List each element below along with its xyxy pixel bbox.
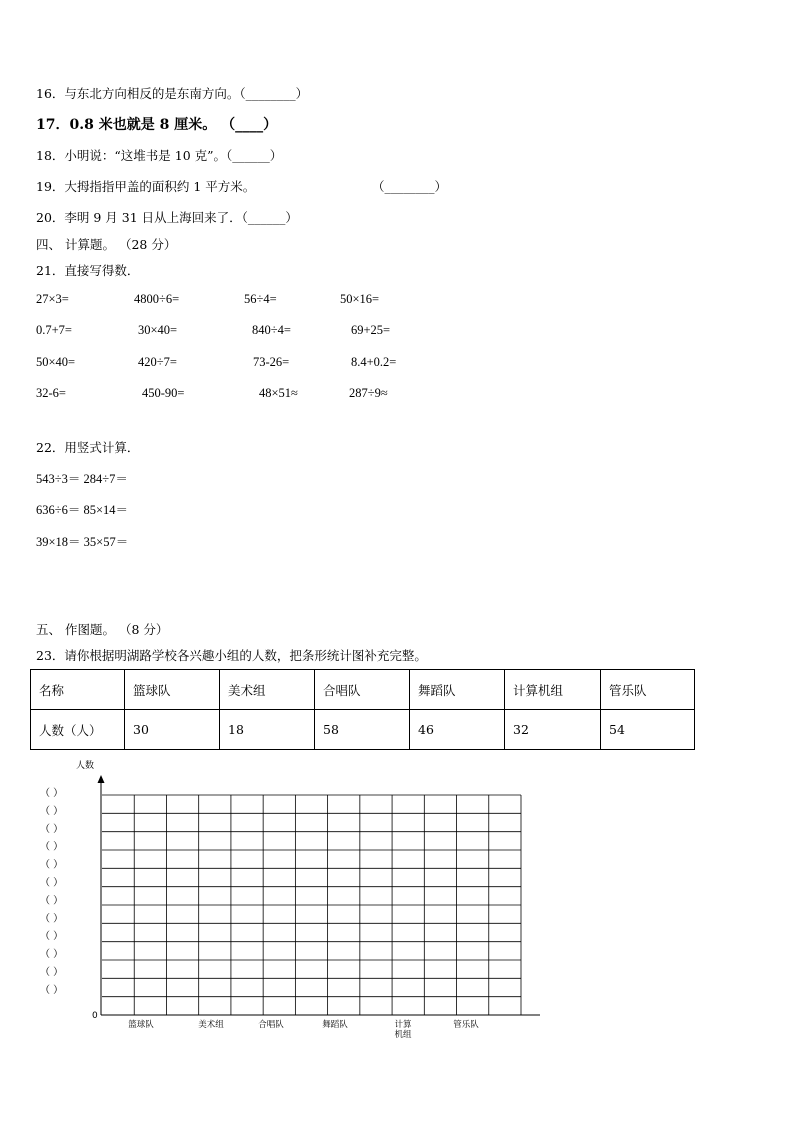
calc-item: 30×40=: [138, 323, 178, 337]
x-tick-label: 美术组: [198, 1020, 224, 1030]
question-18: 18．小明说：“这堆书是 10 克”。（______）: [36, 148, 283, 163]
y-tick-label: （ ）: [40, 913, 64, 925]
calc-item: 840÷4=: [252, 323, 291, 337]
calc-item: 56÷4=: [244, 292, 277, 306]
calc-item: 8.4+0.2=: [351, 355, 397, 369]
table-cell: 人数（人）: [31, 710, 125, 750]
calc-item: 27×3=: [36, 292, 69, 306]
calc-item: 69+25=: [351, 323, 391, 337]
question-17: 17．0.8 米也就是 8 厘米。 （____）: [36, 117, 278, 133]
calc-item: 50×16=: [340, 292, 380, 306]
x-tick-label: 舞蹈队: [322, 1020, 348, 1030]
table-cell: 舞蹈队: [410, 670, 505, 710]
x-tick-label: 管乐队: [453, 1020, 479, 1030]
y-tick-label: （ ）: [40, 967, 64, 978]
calc-item: 50×40=: [36, 355, 76, 369]
y-axis-origin-label: 0: [92, 1011, 98, 1021]
section-5-heading: 五、 作图题。 （8 分）: [36, 622, 169, 637]
question-19: 19．大拇指指甲盖的面积约 1 平方米。: [36, 179, 256, 194]
question-23-title: 23．请你根据明湖路学校各兴趣小组的人数，把条形统计图补充完整。: [36, 648, 427, 663]
table-cell: 名称: [31, 670, 125, 710]
question-19-blank: （________）: [372, 179, 448, 194]
section-4-heading: 四、 计算题。 （28 分）: [36, 237, 177, 252]
table-cell: 篮球队: [125, 670, 220, 710]
calc-item: 0.7+7=: [36, 323, 72, 337]
y-tick-label: （ ）: [40, 877, 64, 889]
table-cell: 30: [125, 710, 220, 750]
table-cell: 计算机组: [505, 670, 601, 710]
y-tick-label: （ ）: [40, 841, 64, 853]
table-cell: 46: [410, 710, 505, 750]
y-tick-label: （ ）: [40, 931, 64, 943]
calc-item: 450-90=: [142, 386, 185, 400]
table-cell: 54: [601, 710, 695, 750]
vertical-calc-row: 543÷3＝ 284÷7＝: [36, 472, 128, 486]
table-cell: 18: [220, 710, 315, 750]
y-tick-label: （ ）: [40, 984, 64, 996]
calc-item: 287÷9≈: [349, 386, 388, 400]
y-tick-label: （ ）: [40, 788, 64, 799]
calc-item: 48×51≈: [259, 386, 298, 400]
y-tick-label: （ ）: [40, 895, 64, 907]
table-cell: 管乐队: [601, 670, 695, 710]
question-22-title: 22．用竖式计算．: [36, 440, 140, 455]
table-cell: 合唱队: [315, 670, 410, 710]
x-tick-label: 计算: [394, 1020, 412, 1030]
interest-group-table: [30, 669, 695, 750]
table-header-row: [31, 670, 695, 710]
y-tick-label: （ ）: [40, 805, 64, 817]
table-cell: 58: [315, 710, 410, 750]
vertical-calc-row: 636÷6＝ 85×14＝: [36, 503, 129, 517]
calc-item: 420÷7=: [138, 355, 177, 369]
table-cell: 美术组: [220, 670, 315, 710]
question-16: 16．与东北方向相反的是东南方向。（________）: [36, 86, 309, 101]
x-tick-label: 合唱队: [258, 1020, 284, 1030]
calc-item: 4800÷6=: [134, 292, 180, 306]
x-tick-label: 机组: [394, 1030, 412, 1040]
table-row: [31, 710, 695, 750]
y-tick-label: （ ）: [40, 949, 64, 961]
vertical-calc-row: 39×18＝ 35×57＝: [36, 535, 129, 549]
x-tick-label: 篮球队: [128, 1020, 154, 1030]
calc-item: 73-26=: [253, 355, 290, 369]
calc-item: 32-6=: [36, 386, 66, 400]
y-tick-label: （ ）: [40, 823, 64, 835]
y-tick-label: （ ）: [40, 859, 64, 871]
y-axis-label: 人数: [76, 761, 95, 771]
table-cell: 32: [505, 710, 601, 750]
y-axis-arrow: [98, 775, 105, 783]
question-21-title: 21．直接写得数．: [36, 263, 140, 278]
question-20: 20．李明 9 月 31 日从上海回来了．（______）: [36, 210, 298, 225]
